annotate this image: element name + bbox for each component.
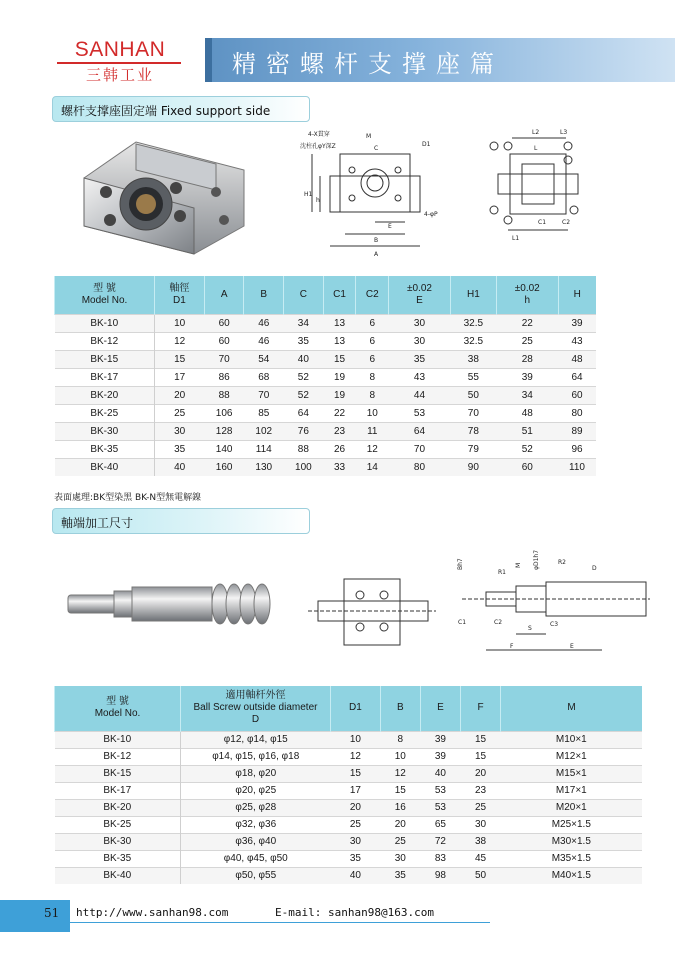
table-row (55, 404, 597, 422)
drawing-label: C2 (562, 219, 571, 226)
table-cell: 33 (323, 458, 356, 476)
table-cell: 23 (460, 782, 500, 799)
table-cell: 8 (380, 731, 420, 748)
table-cell: 12 (380, 765, 420, 782)
table-cell: BK-35 (55, 440, 155, 458)
page-number: 51 (44, 906, 60, 920)
drawing-label: 沈柱孔φY深Z (300, 143, 336, 150)
table-row (55, 850, 643, 867)
table-cell: 15 (460, 731, 500, 748)
table-cell: 30 (389, 332, 451, 350)
table-cell: 40 (155, 458, 205, 476)
column-header (389, 276, 451, 314)
column-header (356, 276, 389, 314)
table-cell: M20×1 (501, 799, 642, 816)
drawing-label: E (570, 643, 574, 650)
footer-accent-bar (0, 900, 70, 932)
table-cell: 26 (323, 440, 356, 458)
table-cell: 19 (323, 368, 356, 386)
table-cell: 10 (356, 404, 389, 422)
table-cell: BK-17 (55, 782, 181, 799)
table-cell: 86 (204, 368, 244, 386)
table-row (55, 731, 643, 748)
table-cell: 39 (496, 368, 558, 386)
table-cell: 38 (460, 833, 500, 850)
table-cell: BK-12 (55, 748, 181, 765)
column-header-bottom: B (260, 288, 268, 300)
column-header (380, 686, 420, 731)
table-cell: 70 (204, 350, 244, 368)
column-header-bottom: D (251, 714, 260, 726)
table-cell: 13 (323, 314, 356, 332)
table-cell: 114 (244, 440, 284, 458)
table-cell: 106 (204, 404, 244, 422)
table-cell: 65 (420, 816, 460, 833)
logo-chinese: 三韩工业 (85, 66, 154, 84)
table-cell: 12 (331, 748, 381, 765)
table-cell: 32.5 (450, 332, 496, 350)
table-row (55, 867, 643, 884)
table-cell: 79 (450, 440, 496, 458)
table-cell: 44 (389, 386, 451, 404)
table-cell: 60 (558, 386, 596, 404)
table-cell: 22 (496, 314, 558, 332)
table-cell: 100 (284, 458, 324, 476)
section-label-shaft-end (52, 508, 310, 534)
drawing-label: D (592, 565, 597, 572)
column-header-top: 型 號 (106, 696, 129, 708)
table-row (55, 458, 597, 476)
header-bar-edge (205, 38, 212, 82)
column-header-top: ±0.02 (406, 282, 432, 294)
drawing-label: L2 (532, 129, 540, 136)
table-cell: 35 (331, 850, 381, 867)
drawing-label: 4-φP (424, 211, 438, 218)
table-cell: 35 (380, 867, 420, 884)
page-title: 精密螺杆支撑座篇 (232, 50, 504, 78)
drawing-label: M (515, 562, 522, 568)
table-cell: 28 (496, 350, 558, 368)
drawing-label: C1 (538, 219, 547, 226)
table-cell: 60 (204, 314, 244, 332)
table-cell: φ40, φ45, φ50 (181, 850, 331, 867)
fixed-side-front-drawing (290, 128, 460, 263)
column-header-bottom: h (524, 294, 531, 306)
table-row (55, 368, 597, 386)
table-cell: 78 (450, 422, 496, 440)
table-cell: 10 (331, 731, 381, 748)
section-label-fixed-support (52, 96, 310, 122)
drawing-label: D1 (422, 141, 431, 148)
table-cell: 12 (155, 332, 205, 350)
table-cell: BK-20 (55, 799, 181, 816)
table-cell: 22 (323, 404, 356, 422)
table-cell: φ14, φ15, φ16, φ18 (181, 748, 331, 765)
column-header (155, 276, 205, 314)
column-header-bottom: C (299, 288, 307, 300)
table-cell: M40×1.5 (501, 867, 642, 884)
table-cell: 25 (460, 799, 500, 816)
table-cell: 43 (389, 368, 451, 386)
column-header-top: ±0.02 (514, 282, 540, 294)
table-cell: 46 (244, 314, 284, 332)
table-cell: 19 (323, 386, 356, 404)
drawing-label: h (316, 197, 320, 204)
table-cell: 15 (380, 782, 420, 799)
table-row (55, 782, 643, 799)
table-cell: 39 (558, 314, 596, 332)
table-cell: BK-15 (55, 350, 155, 368)
drawing-label: C1 (458, 619, 467, 626)
table-row (55, 386, 597, 404)
table-row (55, 799, 643, 816)
table-cell: 20 (380, 816, 420, 833)
table-header-row (55, 276, 597, 314)
table-cell: 30 (389, 314, 451, 332)
table-cell: 6 (356, 314, 389, 332)
table-cell: 17 (331, 782, 381, 799)
table-cell: 80 (389, 458, 451, 476)
drawing-label: H1 (304, 191, 313, 198)
drawing-label: F (510, 643, 514, 650)
drawing-label: B (374, 237, 379, 244)
column-header (420, 686, 460, 731)
drawing-label: 4-X貫穿 (308, 131, 330, 138)
drawing-label: Bh7 (457, 558, 464, 570)
table-cell: 60 (496, 458, 558, 476)
drawing-label: M (366, 133, 372, 140)
drawing-label: S (528, 625, 532, 632)
table-cell: 15 (331, 765, 381, 782)
table-cell: 8 (356, 386, 389, 404)
table-cell: 46 (244, 332, 284, 350)
table-cell: 6 (356, 332, 389, 350)
table-cell: 34 (496, 386, 558, 404)
table-cell: 39 (420, 731, 460, 748)
table-cell: 25 (331, 816, 381, 833)
drawing-label: L1 (512, 235, 520, 242)
table-cell: 102 (244, 422, 284, 440)
drawing-label: C3 (550, 621, 559, 628)
drawing-label: L3 (560, 129, 568, 136)
table-cell: M12×1 (501, 748, 642, 765)
table-cell: 76 (284, 422, 324, 440)
table-cell: 12 (356, 440, 389, 458)
table-cell: 68 (244, 368, 284, 386)
table-cell: BK-20 (55, 386, 155, 404)
fixed-side-section-drawing (478, 124, 588, 244)
table-cell: 23 (323, 422, 356, 440)
column-header (501, 686, 642, 731)
section-label-text: 軸端加工尺寸 (61, 516, 134, 530)
table-cell: 48 (496, 404, 558, 422)
ball-screw-shaft-photo (62, 575, 272, 637)
table-cell: 13 (323, 332, 356, 350)
table-cell: φ32, φ36 (181, 816, 331, 833)
table-cell: 140 (204, 440, 244, 458)
table-cell: M30×1.5 (501, 833, 642, 850)
column-header-bottom: Model No. (94, 708, 141, 720)
column-header-bottom: E (416, 294, 423, 306)
table-row (55, 332, 597, 350)
table-cell: 6 (356, 350, 389, 368)
column-header-bottom: A (220, 288, 228, 300)
table-cell: M17×1 (501, 782, 642, 799)
column-header-top: 適用軸杆外徑 (225, 690, 286, 702)
table-cell: BK-15 (55, 765, 181, 782)
table-cell: 15 (155, 350, 205, 368)
table-cell: 64 (389, 422, 451, 440)
table-cell: φ36, φ40 (181, 833, 331, 850)
column-header (460, 686, 500, 731)
table-cell: BK-25 (55, 404, 155, 422)
table-cell: 40 (331, 867, 381, 884)
column-header-middle: Ball Screw outside diameter (193, 702, 318, 714)
table-cell: 98 (420, 867, 460, 884)
section-label-text: 螺杆支撑座固定端 Fixed support side (61, 104, 271, 118)
table-cell: 45 (460, 850, 500, 867)
table-cell: 16 (380, 799, 420, 816)
column-header (558, 276, 596, 314)
table-cell: 8 (356, 368, 389, 386)
drawing-label: A (374, 251, 379, 258)
table-cell: 52 (496, 440, 558, 458)
column-header-bottom: C1 (333, 288, 346, 300)
logo-text: SANHAN (74, 38, 166, 61)
table-cell: BK-10 (55, 731, 181, 748)
table-cell: 83 (420, 850, 460, 867)
column-header (496, 276, 558, 314)
drawing-label: R2 (558, 559, 566, 566)
table-cell: 88 (204, 386, 244, 404)
column-header-bottom: C2 (365, 288, 379, 300)
table-cell: M10×1 (501, 731, 642, 748)
table-row (55, 833, 643, 850)
table-cell: 64 (284, 404, 324, 422)
column-header (244, 276, 284, 314)
table-cell: 35 (284, 332, 324, 350)
table-row (55, 816, 643, 833)
shaft-end-dimension-table (54, 686, 642, 884)
column-header (55, 276, 155, 314)
table-cell: 51 (496, 422, 558, 440)
table-cell: 52 (284, 386, 324, 404)
table-cell: 15 (323, 350, 356, 368)
table-cell: M35×1.5 (501, 850, 642, 867)
table-cell: 40 (420, 765, 460, 782)
fixed-support-dimension-table (54, 276, 596, 476)
table-cell: BK-30 (55, 833, 181, 850)
footer-rule (70, 922, 490, 923)
table-cell: 96 (558, 440, 596, 458)
column-header-bottom: F (477, 702, 484, 714)
table-cell: BK-12 (55, 332, 155, 350)
table-cell: 34 (284, 314, 324, 332)
table-cell: 48 (558, 350, 596, 368)
table-row (55, 422, 597, 440)
table-cell: BK-25 (55, 816, 181, 833)
table-cell: M15×1 (501, 765, 642, 782)
table-cell: 25 (496, 332, 558, 350)
table-cell: 130 (244, 458, 284, 476)
table-cell: 55 (450, 368, 496, 386)
column-header-bottom: B (396, 702, 404, 714)
table-cell: 53 (420, 799, 460, 816)
column-header-bottom: Model No. (81, 294, 128, 306)
column-header-bottom: M (567, 702, 576, 714)
table-cell: 128 (204, 422, 244, 440)
table-cell: M25×1.5 (501, 816, 642, 833)
column-header (450, 276, 496, 314)
table-row (55, 350, 597, 368)
table-cell: φ50, φ55 (181, 867, 331, 884)
table-cell: 30 (331, 833, 381, 850)
footer-email: E-mail: sanhan98@163.com (275, 906, 434, 919)
table-cell: 20 (460, 765, 500, 782)
table-cell: 32.5 (450, 314, 496, 332)
table-cell: BK-40 (55, 458, 155, 476)
table-cell: 39 (420, 748, 460, 765)
table-cell: 90 (450, 458, 496, 476)
table-cell: 89 (558, 422, 596, 440)
column-header (55, 686, 181, 731)
table-cell: 53 (420, 782, 460, 799)
table-cell: 54 (244, 350, 284, 368)
table-cell: 85 (244, 404, 284, 422)
table-cell: 40 (284, 350, 324, 368)
shaft-assembly-drawing (300, 565, 440, 660)
table-cell: BK-10 (55, 314, 155, 332)
table-cell: 38 (450, 350, 496, 368)
table-cell: 17 (155, 368, 205, 386)
drawing-label: φD1h7 (533, 549, 540, 570)
drawing-label: C2 (494, 619, 503, 626)
table-cell: BK-40 (55, 867, 181, 884)
table-cell: 70 (450, 404, 496, 422)
table-row (55, 748, 643, 765)
column-header-top: 型 號 (93, 282, 116, 294)
table-cell: BK-17 (55, 368, 155, 386)
table-cell: 50 (450, 386, 496, 404)
table-cell: φ25, φ28 (181, 799, 331, 816)
table-cell: 10 (380, 748, 420, 765)
table-cell: 25 (155, 404, 205, 422)
column-header-top: 軸徑 (169, 282, 190, 294)
table-cell: 30 (380, 850, 420, 867)
table-cell: 25 (380, 833, 420, 850)
table-cell: 70 (244, 386, 284, 404)
table-row (55, 314, 597, 332)
table-cell: 50 (460, 867, 500, 884)
drawing-label: C (374, 145, 379, 152)
column-header (181, 686, 331, 731)
table-cell: 64 (558, 368, 596, 386)
column-header (323, 276, 356, 314)
table-cell: 11 (356, 422, 389, 440)
column-header (284, 276, 324, 314)
table-cell: 14 (356, 458, 389, 476)
table-cell: 110 (558, 458, 596, 476)
table-cell: 35 (389, 350, 451, 368)
footer-website: http://www.sanhan98.com (76, 906, 229, 919)
table-cell: 15 (460, 748, 500, 765)
column-header-bottom: E (437, 702, 444, 714)
column-header-bottom: D1 (348, 702, 362, 714)
table-cell: 80 (558, 404, 596, 422)
table-cell: BK-35 (55, 850, 181, 867)
table-cell: 88 (284, 440, 324, 458)
support-block-photo (76, 130, 252, 256)
table-cell: 43 (558, 332, 596, 350)
drawing-label: E (388, 223, 392, 230)
column-header (331, 686, 381, 731)
column-header-bottom: H (573, 288, 581, 300)
table-cell: 72 (420, 833, 460, 850)
table-cell: φ12, φ14, φ15 (181, 731, 331, 748)
table-cell: 60 (204, 332, 244, 350)
table-cell: BK-30 (55, 422, 155, 440)
table-cell: 20 (331, 799, 381, 816)
table-row (55, 765, 643, 782)
column-header-bottom: H1 (466, 288, 480, 300)
surface-treatment-note: 表面處理:BK型染黑 BK-N型無電解鎳 (54, 493, 202, 503)
table-cell: 160 (204, 458, 244, 476)
table-cell: 52 (284, 368, 324, 386)
table-cell: 20 (155, 386, 205, 404)
table-cell: 30 (155, 422, 205, 440)
table-cell: 10 (155, 314, 205, 332)
drawing-label: L (534, 145, 538, 152)
table-cell: φ20, φ25 (181, 782, 331, 799)
table-cell: 30 (460, 816, 500, 833)
table-row (55, 440, 597, 458)
drawing-label: R1 (498, 569, 506, 576)
column-header (204, 276, 244, 314)
table-cell: 35 (155, 440, 205, 458)
table-header-row (55, 686, 643, 731)
table-cell: 70 (389, 440, 451, 458)
table-cell: 53 (389, 404, 451, 422)
column-header-bottom: D1 (173, 294, 186, 306)
shaft-end-detail-drawing (452, 548, 652, 660)
table-cell: φ18, φ20 (181, 765, 331, 782)
